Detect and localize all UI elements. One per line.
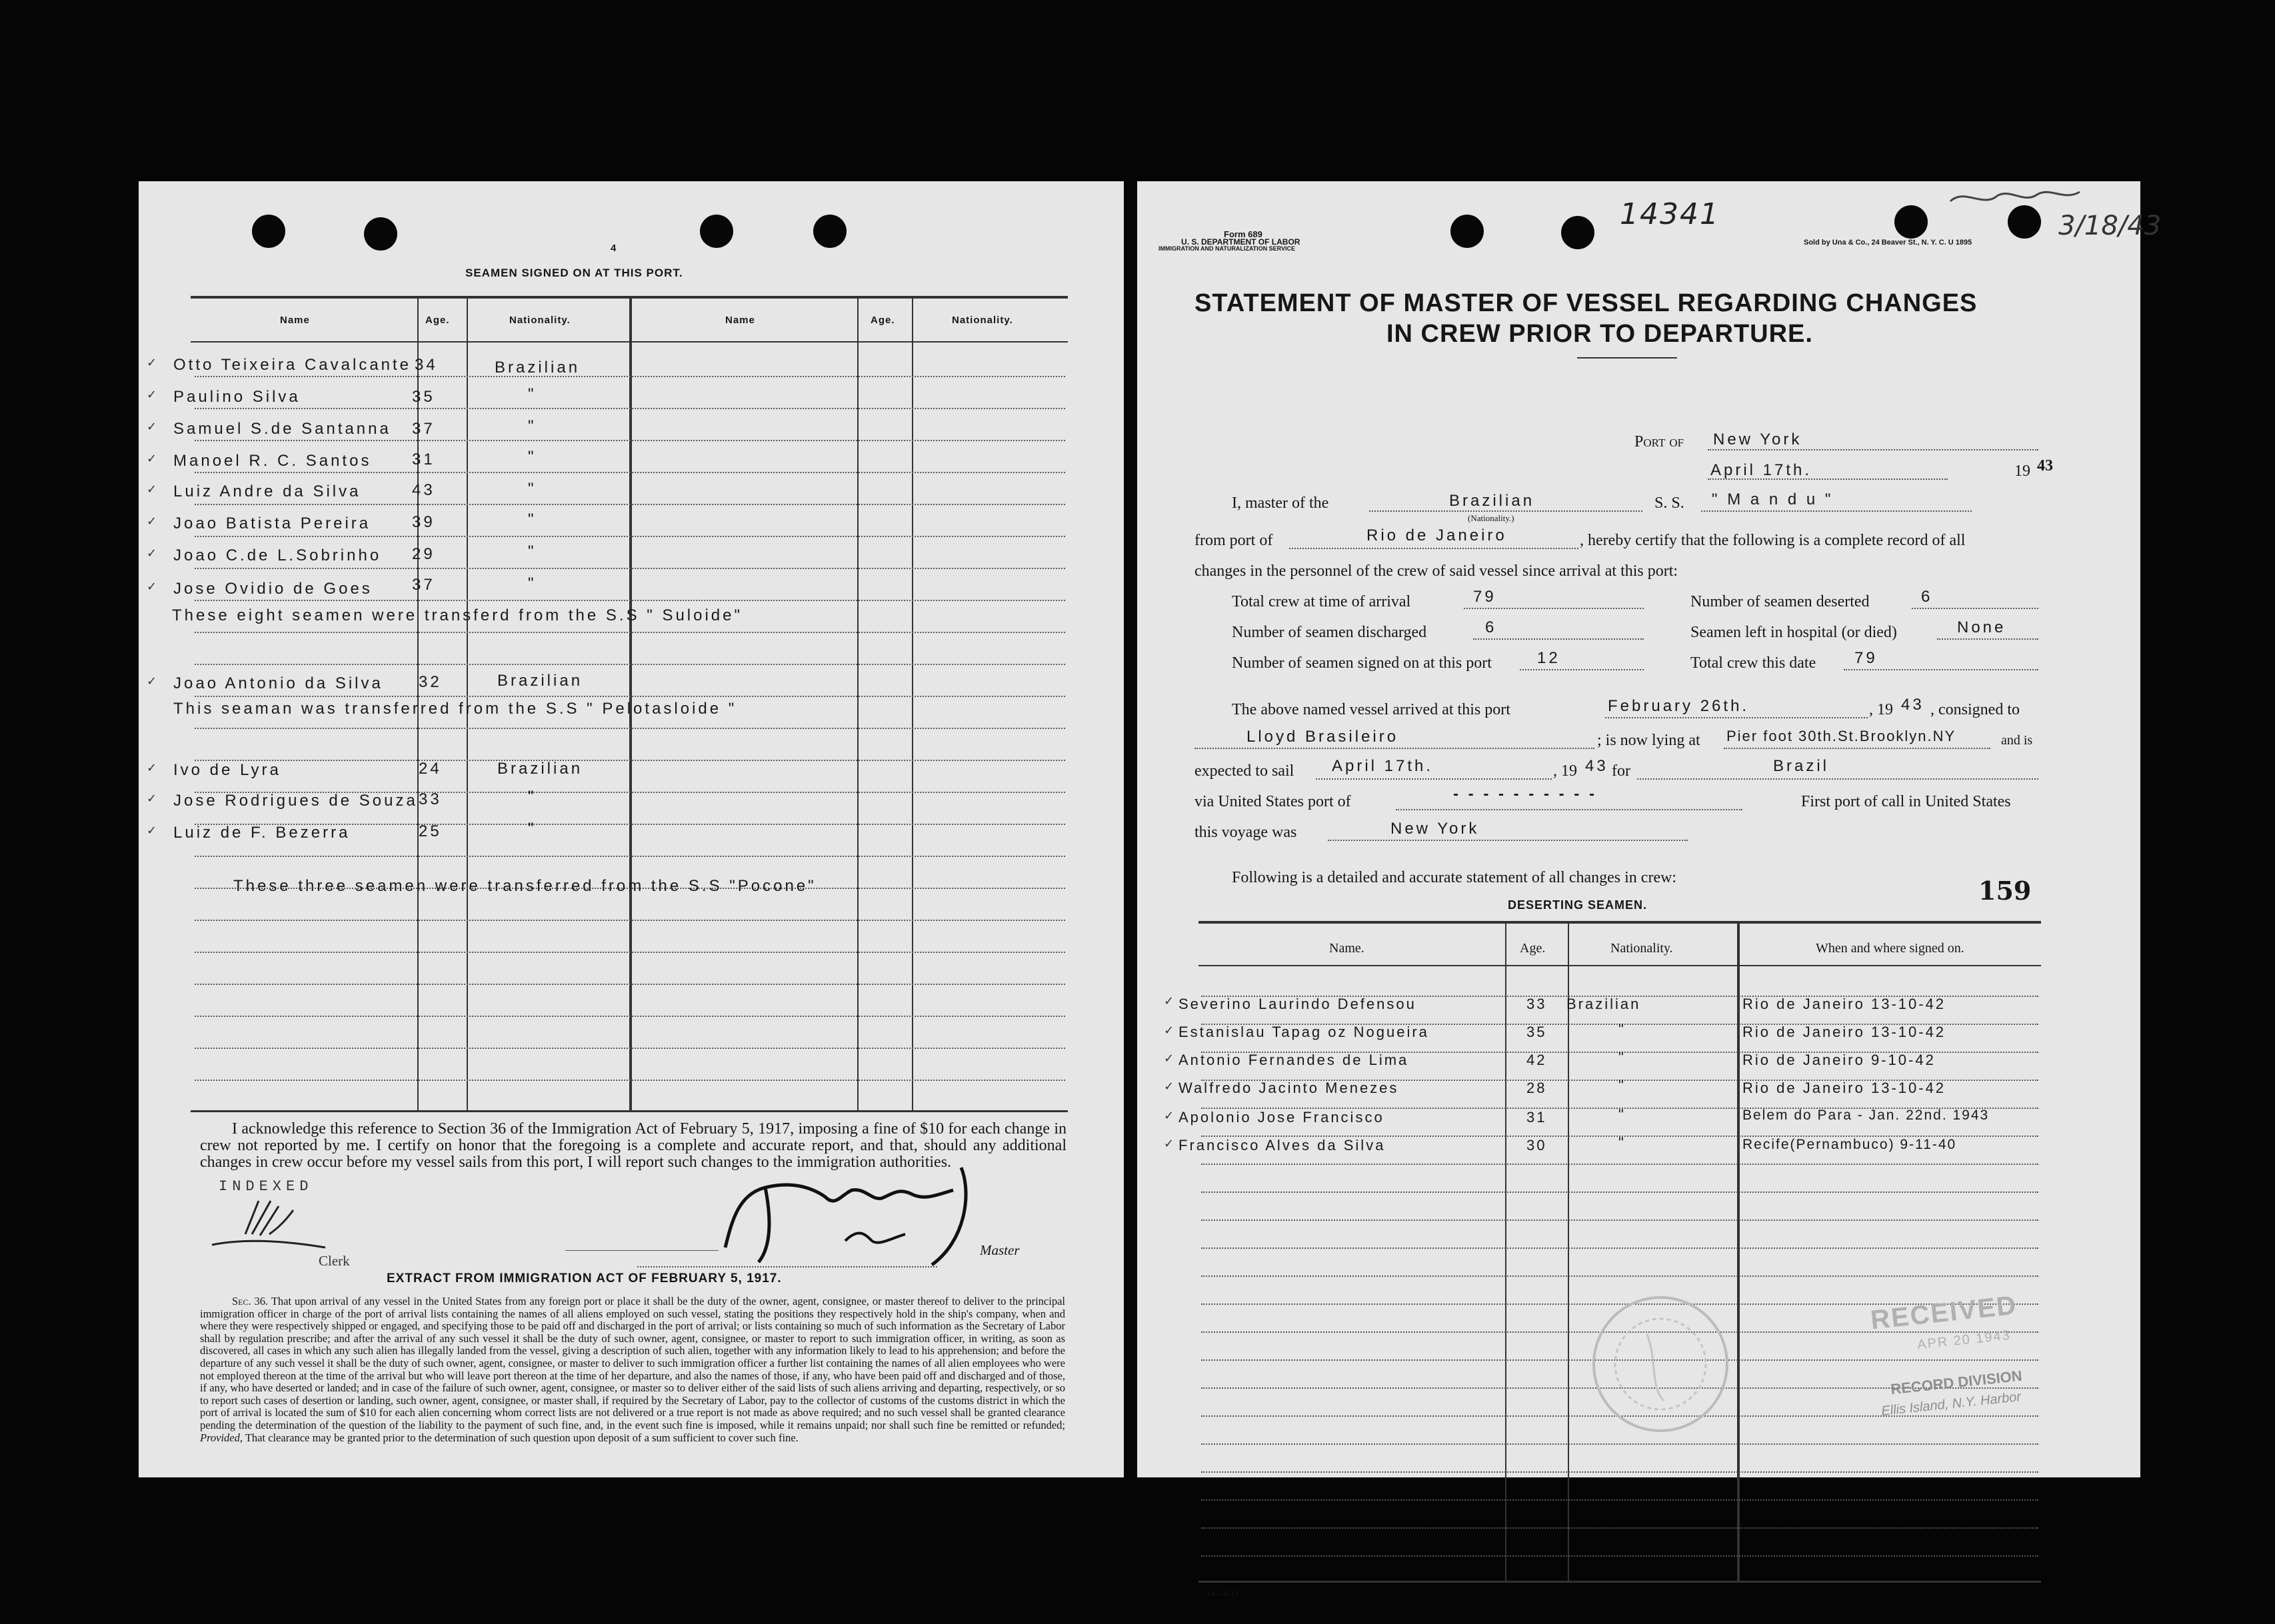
deserter-signed-on: Rio de Janeiro 9-10-42 [1742, 1052, 1936, 1068]
row-rule [195, 1016, 1065, 1017]
row-rule [195, 664, 1065, 665]
deserter-nationality: " [1618, 1077, 1626, 1094]
row-rule [195, 568, 1065, 569]
col-header-signed-on: When and where signed on. [1816, 941, 1964, 956]
total-crew-arrival-value: 79 [1473, 588, 1496, 606]
form-number: Form 689 [1224, 229, 1262, 239]
deserter-name: Antonio Fernandes de Lima [1178, 1052, 1409, 1068]
nationality-value: Brazilian [1449, 492, 1535, 510]
seaman-age: 39 [412, 513, 435, 531]
form-title-line-2: IN CREW PRIOR TO DEPARTURE. [1386, 320, 1813, 348]
check-mark-icon: ✓ [147, 452, 157, 466]
ship-name: " M a n d u " [1712, 490, 1834, 508]
consigned-label: , consigned to [1930, 701, 2020, 718]
deserted-label: Number of seamen deserted [1690, 593, 1870, 610]
destination-value: Brazil [1773, 757, 1830, 775]
row-rule [1201, 1555, 2038, 1557]
seaman-nationality: " [528, 820, 537, 838]
punch-hole [364, 217, 397, 251]
expected-label: expected to sail [1194, 762, 1294, 780]
check-mark-icon: ✓ [147, 824, 157, 838]
col-header-age-2: Age. [871, 315, 895, 326]
year-suffix: 43 [2037, 457, 2053, 474]
row-rule [195, 696, 1065, 697]
punch-hole [700, 215, 733, 248]
master-label: Master [980, 1242, 1020, 1258]
col-header-name: Name. [1329, 941, 1364, 956]
column-rule [1505, 924, 1506, 1581]
seaman-nationality: " [528, 510, 537, 528]
seaman-age: 37 [412, 420, 435, 438]
discharged-value: 6 [1485, 618, 1497, 636]
deserter-signed-on: Rio de Janeiro 13-10-42 [1742, 1024, 1946, 1040]
extract-rule [565, 1250, 719, 1251]
seaman-age: 24 [419, 760, 442, 778]
seaman-name: Luiz Andre da Silva [173, 482, 361, 500]
seaman-name: Manoel R. C. Santos [173, 452, 372, 470]
indexed-stamp: INDEXED [219, 1178, 313, 1195]
arrived-year-suffix: 43 [1901, 696, 1924, 714]
value-line [1520, 669, 1644, 670]
column-rule [912, 299, 913, 1110]
check-mark-icon: ✓ [147, 356, 157, 370]
expected-value: April 17th. [1332, 757, 1434, 775]
via-label: via United States port of [1194, 793, 1351, 810]
seaman-name: Luiz de F. Bezerra [173, 824, 351, 842]
printer-note: Sold by Una & Co., 24 Beaver St., N. Y. C. U 1895 [1804, 239, 1972, 247]
clerk-label: Clerk [319, 1253, 350, 1269]
seaman-name: Paulino Silva [173, 388, 301, 406]
row-rule [1201, 1499, 2038, 1501]
discharged-label: Number of seamen discharged [1232, 624, 1427, 641]
seaman-age: 31 [412, 450, 435, 468]
table-header-rule [1198, 965, 2041, 966]
expected-year-suffix: 43 [1585, 757, 1608, 775]
postal-seal-stamp [1584, 1287, 1737, 1441]
row-rule [195, 920, 1065, 921]
value-line [1396, 809, 1742, 810]
value-line [1473, 638, 1644, 640]
port-label: Port of [1634, 433, 1684, 450]
seaman-nationality: " [528, 788, 537, 806]
deserter-name: Estanislau Tapag oz Nogueira [1178, 1024, 1429, 1040]
row-rule [195, 984, 1065, 985]
column-rule [857, 299, 859, 1110]
transfer-note: These eight seamen were transferd from the S.S " Suloide" [172, 606, 743, 624]
signed-on-value: 12 [1537, 649, 1560, 667]
row-rule [195, 952, 1065, 953]
seaman-age: 34 [415, 356, 438, 374]
deserter-age: 33 [1526, 996, 1547, 1012]
seaman-nationality: " [528, 574, 537, 592]
lying-end: and is [2001, 733, 2033, 748]
arrived-value: February 26th. [1608, 697, 1750, 715]
check-mark-icon: ✓ [147, 482, 157, 496]
value-line [1194, 748, 1594, 749]
check-mark-icon: ✓ [147, 388, 157, 402]
changes-text: changes in the personnel of the crew of said vessel since arrival at this port: [1194, 562, 1678, 580]
section-proviso-word: Provided, [200, 1431, 243, 1444]
page-number: 4 [611, 243, 617, 254]
row-rule [195, 1048, 1065, 1049]
stamp-number: 159 [1978, 876, 2032, 906]
total-crew-date-value: 79 [1854, 649, 1878, 667]
punch-hole [1561, 216, 1594, 249]
via-value: - - - - - - - - - - [1453, 785, 1597, 803]
value-line [1724, 748, 1990, 749]
row-rule [1201, 1443, 2038, 1445]
row-rule [195, 728, 1065, 729]
seaman-name: Otto Teixeira Cavalcante [173, 356, 412, 374]
lying-label: ; is now lying at [1597, 732, 1700, 749]
deserter-nationality: " [1618, 1049, 1626, 1066]
deserter-age: 28 [1526, 1080, 1547, 1096]
seaman-name: Jose Rodrigues de Souza [173, 792, 418, 810]
row-rule [195, 1080, 1065, 1081]
col-header-age: Age. [1520, 941, 1546, 956]
punch-hole [252, 215, 285, 248]
seaman-nationality: " [528, 385, 537, 403]
section-body: That upon arrival of any vessel in the United States from any foreign port or place it shall be the duty of the owner, agent, consignee, or master thereof to deliver to the principal immigration officer in charge of the port of arrival lists containing the names of all aliens employed on such vessel, stating the positions they respectively hold in the ship's company, when and where they were respectively shipped or engaged, and specifying those to be paid off and discharged in the port of arrival; or lists containing so much of such information as the Secretary of Labor shall by regulation prescribe; and after the arrival of any such vessel it shall be the duty of such owner, agent, consignee, or master to report to such immigration officer, in writing, as soon as discovered, all cases in which any such alien has illegally landed from the vessel, giving a description of such alien, together with any information likely to lead to his apprehension; and before the departure of any such vessel it shall be the duty of such owner, agent, consignee, or master to deliver to such immigration officer a further list containing the names of all alien employees who were not employed thereon at the time of the arrival but who will leave port thereon at the time of her departure, and also the names of those, if any, who have been paid off and discharged and of those, if any, who have deserted or landed; and in case of the failure of such owner, agent, consignee, or master so to deliver either of the said lists of such aliens arriving and departing, respectively, or so to report such cases of desertion or landing, such owner, agent, consignee, or master shall, if required by the Secretary of Labor, pay to the collector of customs of the customs district in which the port of arrival is located the sum of $10 for each alien concerning whom correct lists are not delivered or a true report is not made as above required; and no such vessel shall be granted clearance pending the determination of the question of the liability to the payment of such fine, and, in the event such fine is imposed, while it remains unpaid; nor shall such fine be remitted or refunded; [200, 1295, 1065, 1431]
certify-text: , hereby certify that the following is a complete record of all [1580, 532, 1966, 549]
form-footer: 14—1613 [1206, 1589, 1238, 1598]
seaman-nationality: Brazilian [497, 672, 583, 690]
col-header-nationality-2: Nationality. [952, 315, 1013, 326]
nationality-caption: (Nationality.) [1468, 513, 1514, 523]
deserter-signed-on: Rio de Janeiro 13-10-42 [1742, 996, 1946, 1012]
from-port-line [1289, 548, 1578, 549]
check-mark-icon: ✓ [147, 580, 157, 594]
deserter-signed-on: Recife(Pernambuco) 9-11-40 [1742, 1137, 1957, 1152]
seaman-nationality: " [528, 480, 537, 498]
row-rule [195, 504, 1065, 505]
record-division-stamp: RECORD DIVISION [1890, 1367, 2023, 1398]
date-value: April 17th. [1710, 461, 1812, 479]
row-rule [195, 408, 1065, 409]
row-rule [195, 472, 1065, 473]
punch-hole [813, 215, 847, 248]
col-header-name: Name [280, 315, 310, 326]
right-page [1137, 181, 2162, 1598]
ss-label: S. S. [1654, 494, 1684, 512]
transfer-note: These three seamen were transferred from the S.S "Pocone" [233, 877, 817, 895]
deserter-name: Severino Laurindo Defensou [1178, 996, 1416, 1012]
seaman-age: 29 [412, 545, 435, 563]
value-line [1605, 717, 1868, 718]
check-mark-icon: ✓ [147, 514, 157, 528]
deserter-age: 35 [1526, 1024, 1547, 1040]
transfer-note: This seaman was transferred from the S.S " Pelotasloide " [173, 700, 737, 718]
row-rule [195, 632, 1065, 633]
deserter-nationality: " [1618, 1134, 1626, 1151]
seaman-name: Samuel S.de Santanna [173, 420, 391, 438]
received-stamp: RECEIVED [1869, 1290, 2019, 1335]
total-crew-arrival-label: Total crew at time of arrival [1232, 593, 1411, 610]
value-line [1844, 669, 2038, 670]
check-mark-icon: ✓ [147, 546, 157, 560]
deserter-signed-on: Belem do Para - Jan. 22nd. 1943 [1742, 1108, 1990, 1123]
value-line [1937, 638, 2038, 640]
check-mark-icon: ✓ [1164, 1137, 1174, 1151]
value-line [1316, 778, 1552, 780]
section-36-text [200, 1295, 1065, 1444]
check-mark-icon: ✓ [147, 761, 157, 775]
voyage-value: New York [1390, 820, 1480, 838]
file-number: 14341 [1620, 197, 1720, 231]
received-date: APR 20 1943 [1916, 1327, 2012, 1353]
seaman-nationality: Brazilian [495, 359, 581, 377]
deserter-age: 42 [1526, 1052, 1547, 1068]
service-name: IMMIGRATION AND NATURALIZATION SERVICE [1158, 245, 1295, 252]
signed-on-label: Number of seamen signed on at this port [1232, 654, 1492, 672]
from-port-value: Rio de Janeiro [1366, 526, 1507, 544]
deserter-age: 30 [1526, 1137, 1547, 1154]
row-rule [1201, 1471, 2038, 1473]
deserter-name: Francisco Alves da Silva [1178, 1137, 1386, 1154]
clerk-initials-signature [205, 1194, 352, 1254]
table-top-rule [1198, 921, 2041, 924]
section-label: Sec. 36. [232, 1295, 269, 1307]
section-title: SEAMEN SIGNED ON AT THIS PORT. [465, 267, 683, 279]
port-line [1708, 449, 2038, 450]
row-rule [1201, 1164, 2038, 1165]
seaman-nationality: " [528, 448, 537, 466]
row-rule [195, 760, 1065, 761]
punch-hole [1450, 215, 1484, 248]
master-of-label: I, master of the [1232, 494, 1329, 512]
first-port-label: First port of call in United States [1801, 793, 2011, 810]
row-rule [1201, 1275, 2038, 1277]
check-mark-icon: ✓ [1164, 1080, 1174, 1094]
lying-value: Pier foot 30th.St.Brooklyn.NY [1726, 728, 1956, 744]
seaman-age: 25 [419, 822, 442, 840]
top-right-date: 3/18/43 [2058, 211, 2162, 241]
title-rule [1577, 357, 1677, 359]
check-mark-icon: ✓ [147, 420, 157, 434]
seaman-age: 35 [412, 388, 435, 406]
seaman-nationality: " [528, 417, 537, 435]
deserting-title: DESERTING SEAMEN. [1508, 898, 1648, 912]
seaman-name: Joao Antonio da Silva [173, 674, 383, 692]
form-title-line-1: STATEMENT OF MASTER OF VESSEL REGARDING CHANGES [1194, 289, 1978, 317]
check-mark-icon: ✓ [1164, 1052, 1174, 1066]
extract-title: EXTRACT FROM IMMIGRATION ACT OF FEBRUARY 5, 1917. [387, 1271, 782, 1285]
col-header-nationality: Nationality. [509, 315, 571, 326]
section-body-end: That clearance may be granted prior to the determination of such question upon deposit of a sum sufficient to cover such fine. [245, 1431, 799, 1444]
check-mark-icon: ✓ [1164, 1024, 1174, 1038]
for-label: for [1612, 762, 1630, 780]
hospital-value: None [1957, 618, 2006, 636]
row-rule [195, 600, 1065, 601]
deserted-value: 6 [1921, 588, 1933, 606]
arrived-label: The above named vessel arrived at this port [1232, 701, 1510, 718]
col-header-nationality: Nationality. [1610, 941, 1673, 956]
seaman-age: 37 [412, 576, 435, 594]
seaman-name: Ivo de Lyra [173, 761, 281, 779]
row-rule [1201, 1527, 2038, 1529]
col-header-name-2: Name [725, 315, 755, 326]
ship-name-line [1701, 510, 1972, 512]
seaman-name: Joao Batista Pereira [173, 514, 371, 532]
check-mark-icon: ✓ [1164, 994, 1174, 1008]
expected-year-prefix: , 19 [1553, 762, 1577, 780]
check-mark-icon: ✓ [147, 792, 157, 806]
deserter-name: Apolonio Jose Francisco [1178, 1109, 1384, 1126]
seaman-age: 43 [412, 481, 435, 499]
table-bottom-rule [1198, 1581, 2041, 1583]
deserter-name: Walfredo Jacinto Menezes [1178, 1080, 1399, 1096]
value-line [1328, 840, 1688, 841]
acknowledgement-text: I acknowledge this reference to Section 36 of the Immigration Act of February 5, 1917, imposing a fine of $10 for each change in crew not reported by me. I certify on honor that the foregoing is a complete and accurate report, and that, should any additional changes in crew occur before my vessel sails from this port, I will report such changes to the immigration authorities. [200, 1120, 1067, 1171]
seaman-name: Jose Ovidio de Goes [173, 580, 373, 598]
row-rule [195, 856, 1065, 857]
value-line [1637, 778, 2038, 780]
check-mark-icon: ✓ [1164, 1109, 1174, 1123]
master-signature [692, 1141, 985, 1274]
col-header-age: Age. [425, 315, 450, 326]
deserter-age: 31 [1526, 1109, 1547, 1126]
value-line [1912, 608, 2038, 609]
following-text: Following is a detailed and accurate statement of all changes in crew: [1232, 869, 1677, 886]
ellis-island-stamp: Ellis Island, N.Y. Harbor [1880, 1389, 2022, 1419]
row-rule [195, 440, 1065, 441]
seaman-nationality: Brazilian [497, 760, 583, 778]
voyage-label: this voyage was [1194, 824, 1297, 841]
seaman-age: 33 [419, 790, 442, 808]
row-rule [195, 536, 1065, 537]
row-rule [195, 376, 1065, 377]
department-name: U. S. DEPARTMENT OF LABOR [1181, 237, 1300, 247]
value-line [1464, 608, 1644, 609]
nationality-line [1369, 510, 1642, 512]
total-crew-date-label: Total crew this date [1690, 654, 1816, 672]
left-page [139, 181, 1124, 1477]
arrived-year-prefix: , 19 [1869, 701, 1893, 718]
row-rule [1201, 1192, 2038, 1193]
row-rule [1201, 1247, 2038, 1249]
seaman-age: 32 [419, 673, 442, 691]
deserter-nationality: " [1618, 1021, 1626, 1038]
column-rule [1568, 924, 1569, 1581]
column-rule [1737, 924, 1740, 1581]
seaman-nationality: " [528, 542, 537, 560]
consignee-value: Lloyd Brasileiro [1246, 728, 1399, 746]
seaman-name: Joao C.de L.Sobrinho [173, 546, 382, 564]
deserter-nationality: Brazilian [1566, 996, 1641, 1012]
from-port-label: from port of [1194, 532, 1273, 549]
hospital-label: Seamen left in hospital (or died) [1690, 624, 1897, 641]
year-prefix: 19 [2014, 462, 2030, 480]
deserter-signed-on: Rio de Janeiro 13-10-42 [1742, 1080, 1946, 1096]
table-bottom-rule [191, 1110, 1068, 1112]
deserter-nationality: " [1618, 1106, 1626, 1123]
row-rule [1201, 1219, 2038, 1221]
port-value: New York [1713, 430, 1802, 448]
check-mark-icon: ✓ [147, 674, 157, 688]
punch-hole [1894, 205, 1928, 239]
